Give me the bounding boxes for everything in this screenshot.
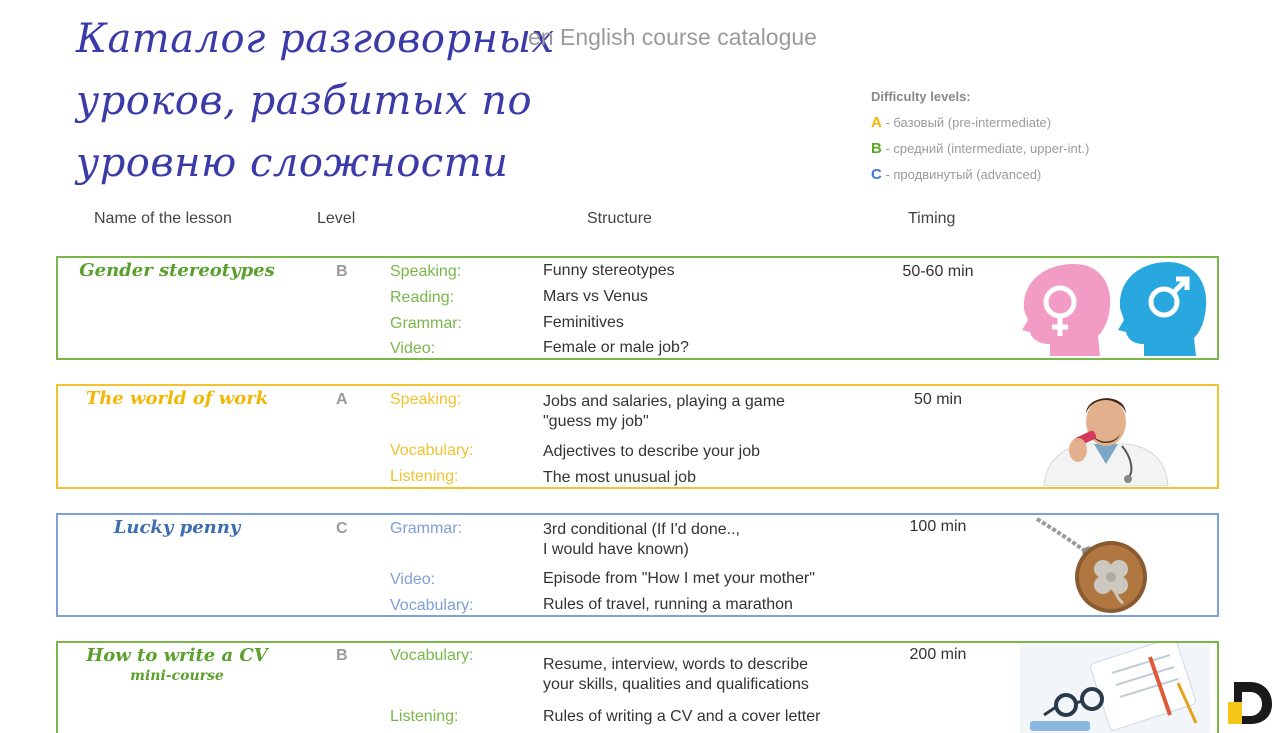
skill-description: Mars vs Venus — [543, 288, 648, 305]
lesson-name: Gender stereotypes — [79, 260, 275, 281]
legend-text-b: - средний (intermediate, upper-int.) — [881, 141, 1090, 156]
page-subtitle: en English course catalogue — [528, 24, 817, 50]
legend-letter-b: B — [871, 140, 882, 157]
skill-label: Vocabulary: — [390, 442, 474, 459]
skill-description: Resume, interview, words to describe your skills, qualities and qualifications — [543, 656, 809, 693]
page-title — [76, 8, 555, 194]
lesson-card-how-to-write-cv[interactable] — [56, 641, 1219, 733]
lesson-card-world-of-work[interactable] — [56, 384, 1219, 489]
skill-description: 3rd conditional (If I'd done.., I would have known) — [543, 521, 740, 558]
skill-label: Vocabulary: — [390, 597, 474, 614]
skill-description: Jobs and salaries, playing a game "guess my job" — [543, 393, 785, 430]
lesson-name: Lucky penny — [113, 517, 241, 538]
legend-letter-c: C — [871, 166, 882, 183]
difficulty-legend — [871, 84, 1089, 188]
doctor-photo — [1036, 388, 1176, 486]
skill-description: The most unusual job — [543, 469, 696, 486]
lesson-name: The world of work — [85, 388, 269, 409]
skill-label: Speaking: — [390, 391, 462, 408]
skill-label: Listening: — [390, 708, 459, 725]
legend-item-a — [871, 110, 1089, 136]
skill-description: Adjectives to describe your job — [543, 443, 760, 460]
skill-label: Grammar: — [390, 315, 462, 332]
skill-description: Feminitives — [543, 314, 624, 331]
lesson-subname: mini-course — [130, 668, 224, 684]
skill-label: Reading: — [390, 289, 455, 306]
skill-label: Vocabulary: — [390, 647, 474, 664]
skill-label: Speaking: — [390, 263, 462, 280]
lesson-timing: 50-60 min — [902, 263, 974, 280]
column-header-level: Level — [317, 210, 356, 227]
skill-description: Funny stereotypes — [543, 262, 675, 279]
brand-logo-icon — [1224, 676, 1276, 728]
lesson-level: B — [336, 647, 348, 664]
legend-title: Difficulty levels: — [871, 89, 971, 104]
title-line-3: уровню сложности — [76, 140, 509, 186]
column-header-timing: Timing — [908, 210, 956, 227]
lesson-card-lucky-penny[interactable] — [56, 513, 1219, 617]
column-header-structure: Structure — [587, 210, 652, 227]
lesson-level: A — [336, 391, 348, 408]
lesson-timing: 100 min — [909, 518, 967, 535]
title-line-2: уроков, разбитых по — [76, 78, 533, 124]
skill-label: Video: — [390, 340, 436, 357]
skill-description: Rules of travel, running a marathon — [543, 596, 793, 613]
lesson-timing: 50 min — [913, 391, 963, 408]
clover-pendant-photo — [1033, 515, 1153, 615]
lesson-timing: 200 min — [909, 646, 967, 663]
skill-description: Rules of writing a CV and a cover letter — [543, 708, 821, 725]
legend-item-b — [871, 136, 1089, 162]
skill-description: Female or male job? — [543, 339, 689, 356]
lesson-level: B — [336, 263, 348, 280]
legend-item-c — [871, 162, 1089, 188]
notepad-glasses-photo — [1020, 643, 1210, 733]
gender-heads-icon — [1016, 260, 1211, 358]
skill-label: Listening: — [390, 468, 459, 485]
lesson-level: C — [336, 520, 348, 537]
lesson-card-gender-stereotypes[interactable] — [56, 256, 1219, 360]
legend-text-a: - базовый (pre-intermediate) — [881, 115, 1052, 130]
title-line-1: Каталог разговорных — [76, 16, 555, 62]
legend-text-c: - продвинутый (advanced) — [881, 167, 1042, 182]
skill-label: Grammar: — [390, 520, 462, 537]
column-header-name: Name of the lesson — [94, 210, 232, 227]
skill-description: Episode from "How I met your mother" — [543, 570, 815, 587]
skill-label: Video: — [390, 571, 436, 588]
lesson-name: How to write a CV — [86, 645, 268, 666]
legend-letter-a: A — [871, 114, 882, 131]
